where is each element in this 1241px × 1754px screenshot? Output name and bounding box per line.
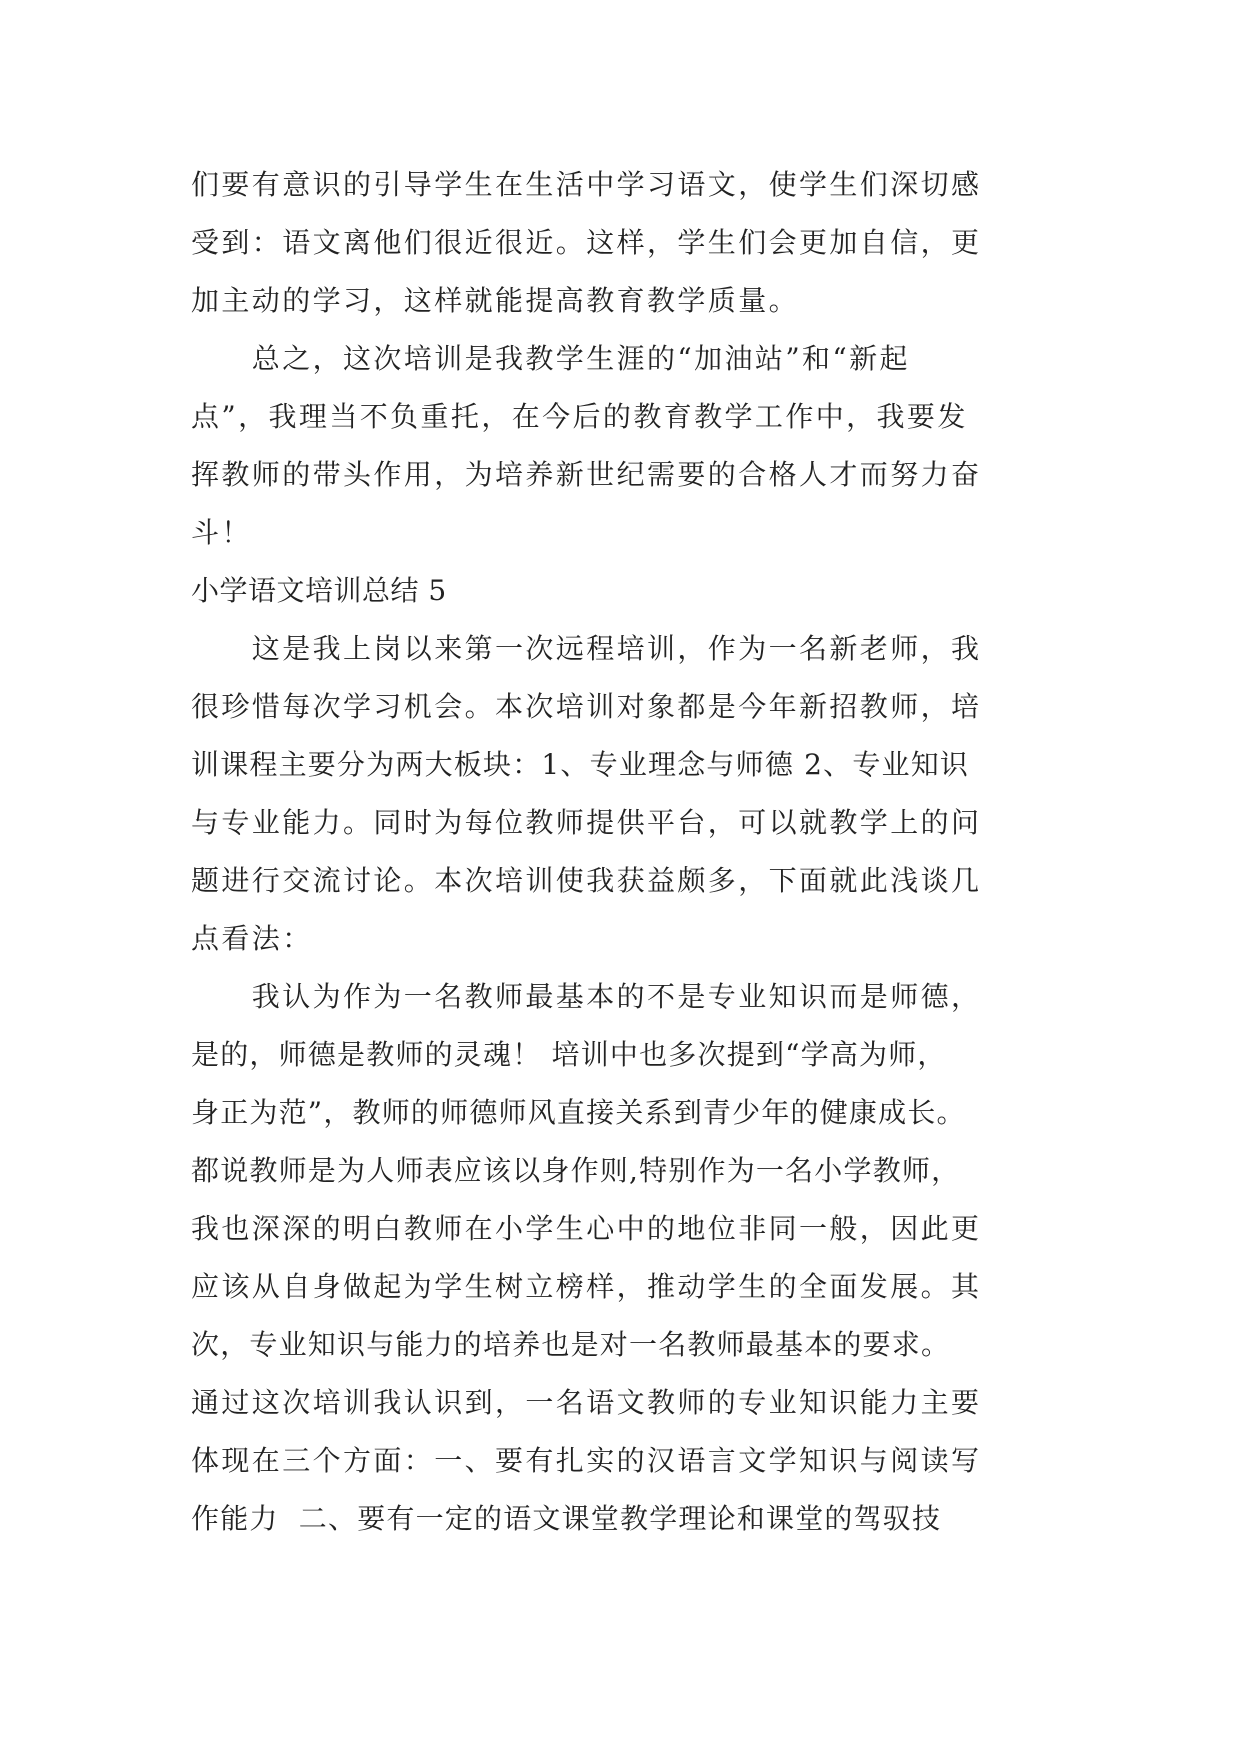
text-line: 次，专业知识与能力的培养也是对一名教师最基本的要求。 (191, 1328, 951, 1361)
text-line: 很珍惜每次学习机会。本次培训对象都是今年新招教师，培 (191, 690, 982, 723)
text-line: 我也深深的明白教师在小学生心中的地位非同一般，因此更 (191, 1212, 982, 1245)
text-line: 身正为范”，教师的师德师风直接关系到青少年的健康成长。 (191, 1096, 966, 1129)
text-line: 题进行交流讨论。本次培训使我获益颇多，下面就此浅谈几 (191, 864, 982, 897)
section-heading: 小学语文培训总结 5 (191, 574, 447, 607)
text-line: 都说教师是为人师表应该以身作则,特别作为一名小学教师， (191, 1154, 961, 1187)
text-line: 点看法： (191, 922, 313, 955)
text-line: 通过这次培训我认识到，一名语文教师的专业知识能力主要 (191, 1386, 982, 1419)
text-line: 总之，这次培训是我教学生涯的“加油站”和“新起 (191, 342, 910, 375)
text-line: 应该从自身做起为学生树立榜样，推动学生的全面发展。其 (191, 1270, 982, 1303)
text-line: 这是我上岗以来第一次远程培训，作为一名新老师，我 (191, 632, 982, 665)
text-line: 作能力 二、要有一定的语文课堂教学理论和课堂的驾驭技 (191, 1502, 942, 1535)
text-line: 与专业能力。同时为每位教师提供平台，可以就教学上的问 (191, 806, 982, 839)
text-line: 们要有意识的引导学生在生活中学习语文，使学生们深切感 (191, 168, 982, 201)
text-line: 受到：语文离他们很近很近。这样，学生们会更加自信，更 (191, 226, 982, 259)
text-line: 点”，我理当不负重托，在今后的教育教学工作中，我要发 (191, 400, 968, 433)
text-line: 我认为作为一名教师最基本的不是专业知识而是师德， (191, 980, 982, 1013)
text-line: 挥教师的带头作用，为培养新世纪需要的合格人才而努力奋 (191, 458, 982, 491)
text-line: 是的，师德是教师的灵魂！ 培训中也多次提到“学高为师， (191, 1038, 947, 1071)
text-line: 训课程主要分为两大板块：1、专业理念与师德 2、专业知识 (191, 748, 970, 781)
document-body (191, 156, 1057, 1548)
text-line: 斗！ (191, 516, 252, 549)
text-line: 加主动的学习，这样就能提高教育教学质量。 (191, 284, 800, 317)
text-line: 体现在三个方面：一、要有扎实的汉语言文学知识与阅读写 (191, 1444, 982, 1477)
